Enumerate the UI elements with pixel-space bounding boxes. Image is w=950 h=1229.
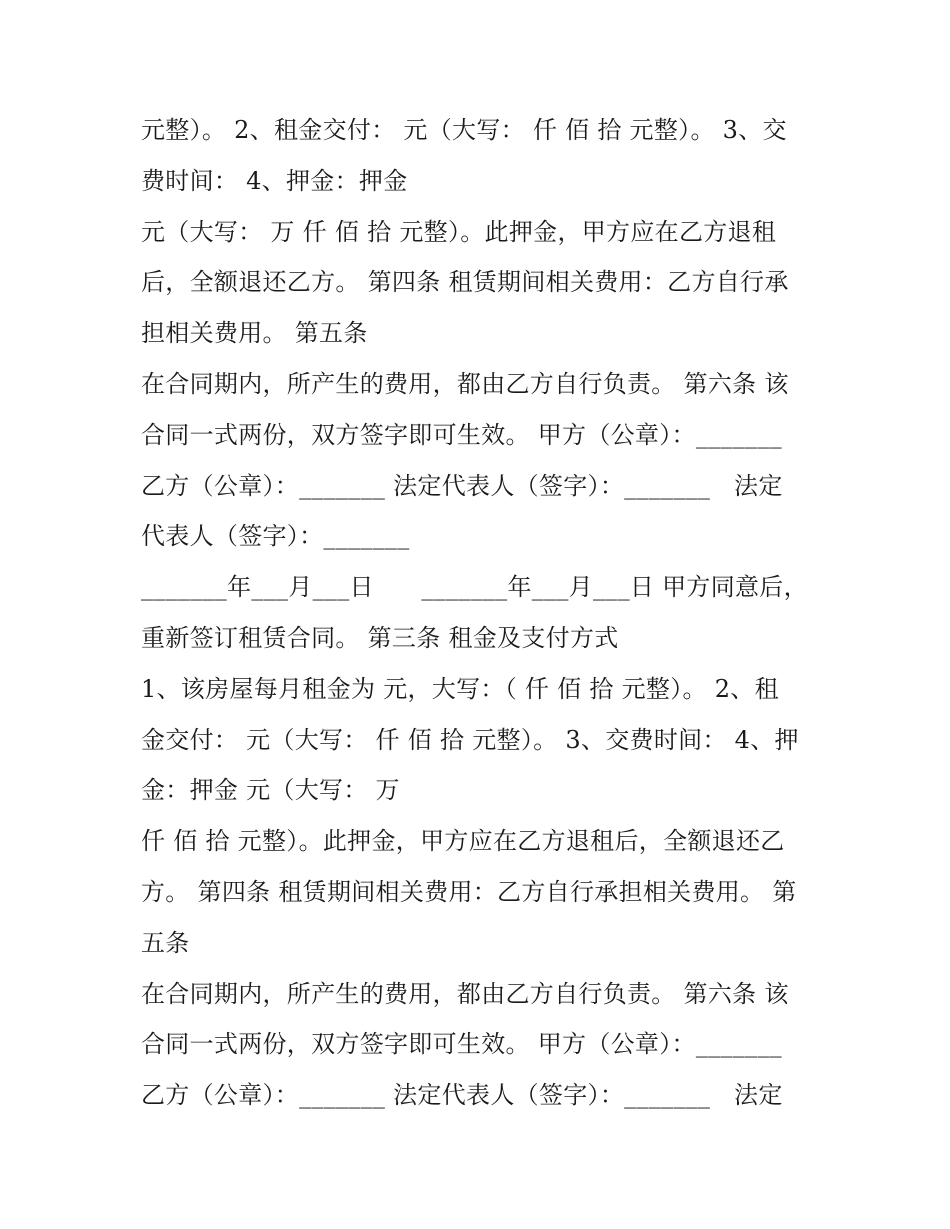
text-line: 在合同期内，所产生的费用，都由乙方自行负责。 第六条 该	[141, 979, 789, 1008]
text-line: 担相关费用。 第五条	[141, 319, 368, 348]
text-line: 乙方（公章）：_______ 法定代表人（签字）：_______ 法定	[141, 471, 783, 500]
text-line: 代表人（签字）：_______	[141, 522, 410, 551]
text-line: _______年___月___日 _______年___月___日 甲方同意后，	[141, 573, 808, 602]
text-line: 金：押金 元（大写： 万	[141, 776, 400, 805]
text-line: 仟 佰 拾 元整）。此押金，甲方应在乙方退租后，全额退还乙	[141, 827, 785, 856]
text-line: 合同一式两份，双方签字即可生效。 甲方（公章）：_______	[141, 420, 782, 449]
text-line: 方。 第四条 租赁期间相关费用：乙方自行承担相关费用。 第	[141, 877, 797, 906]
text-line: 在合同期内，所产生的费用，都由乙方自行负责。 第六条 该	[141, 369, 789, 398]
text-line: 1、该房屋每月租金为 元，大写：（ 仟 佰 拾 元整）。 2、租	[141, 674, 779, 703]
text-line: 合同一式两份，双方签字即可生效。 甲方（公章）：_______	[141, 1030, 782, 1059]
contract-text-block	[141, 110, 821, 1126]
text-line: 元整）。 2、租金交付： 元（大写： 仟 佰 拾 元整）。 3、交	[141, 116, 787, 144]
text-line: 元（大写： 万 仟 佰 拾 元整）。此押金，甲方应在乙方退租	[141, 217, 777, 246]
text-line: 重新签订租赁合同。 第三条 租金及支付方式	[141, 623, 619, 652]
text-line: 金交付： 元（大写： 仟 佰 拾 元整）。 3、交费时间： 4、押	[141, 725, 799, 754]
text-line: 后，全额退还乙方。 第四条 租赁期间相关费用：乙方自行承	[141, 268, 789, 297]
text-line: 五条	[141, 928, 190, 957]
text-line: 费时间： 4、押金：押金	[141, 166, 408, 195]
text-line: 乙方（公章）：_______ 法定代表人（签字）：_______ 法定	[141, 1081, 783, 1110]
